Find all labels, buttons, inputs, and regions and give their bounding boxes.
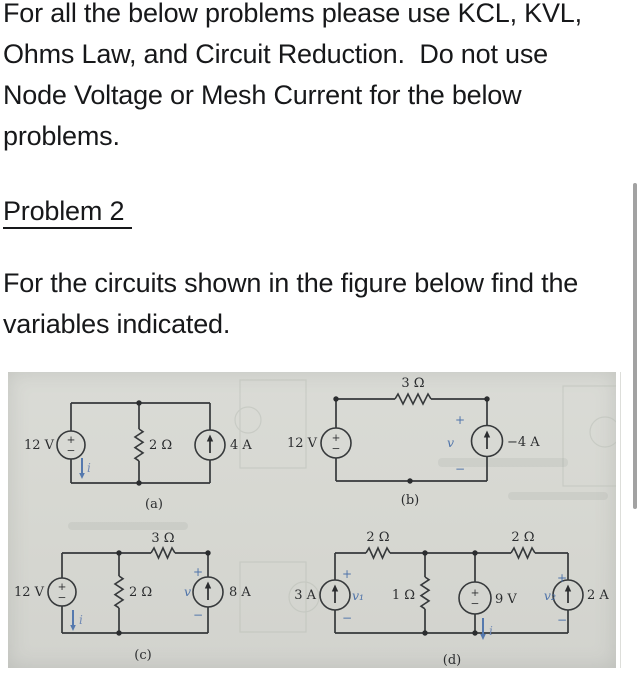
circuit-a-caption: (a) — [145, 497, 163, 512]
current-i-label: i — [79, 613, 83, 627]
vs-minus-sign: − — [470, 598, 480, 610]
resistor-label: 3 Ω — [401, 376, 425, 391]
circuit-b — [287, 376, 540, 508]
resistor-3ohm — [395, 394, 431, 404]
resistor-middle-label: 1 Ω — [391, 588, 415, 603]
v2-label: v₂ — [543, 588, 556, 603]
circuit-c-caption: (c) — [134, 648, 152, 663]
node-dot — [484, 396, 489, 401]
intro-line-2: Ohms Law, and Circuit Reduction. Do not use — [3, 39, 548, 69]
resistor-right-label: 2 Ω — [511, 530, 535, 545]
current-i-label: i — [87, 461, 91, 475]
resistor-2ohm — [135, 429, 143, 461]
task-line-2: variables indicated. — [3, 309, 231, 339]
intro-line-4: problems. — [3, 121, 120, 151]
current-source-left-label: 3 A — [294, 588, 316, 603]
vs-minus-sign: − — [57, 592, 67, 604]
circuits-figure-svg — [8, 372, 616, 668]
voltage-source-label: 9 V — [495, 592, 517, 607]
vs-minus-sign: − — [331, 443, 341, 455]
resistor-middle-1ohm — [421, 577, 429, 609]
v1-minus-sign: − — [341, 611, 353, 625]
node-dot — [136, 480, 141, 485]
node-dot — [333, 396, 338, 401]
current-source-arrowhead — [205, 582, 211, 589]
current-i-arrowhead — [70, 625, 76, 631]
current-source-left-arrowhead — [332, 585, 338, 592]
node-dot — [422, 630, 427, 635]
vs-plus-sign: + — [331, 432, 341, 444]
v-plus-sign: + — [192, 565, 204, 579]
current-source-arrowhead — [484, 431, 490, 438]
current-source-label: 4 A — [230, 438, 252, 453]
current-source-label: −4 A — [507, 435, 540, 450]
resistor-2ohm — [115, 576, 123, 608]
node-dot — [407, 478, 412, 483]
v-minus-sign: − — [454, 462, 466, 476]
problem-figure — [8, 372, 616, 668]
circuit-b-caption: (b) — [400, 493, 420, 508]
voltage-source-label: 12 V — [286, 436, 317, 451]
v-label: v — [183, 584, 191, 599]
node-dot — [116, 550, 121, 555]
resistor-left-2ohm — [366, 548, 390, 558]
resistor-3ohm — [151, 548, 175, 558]
intro-line-3: Node Voltage or Mesh Current for the below — [3, 80, 522, 110]
circuit-a — [24, 400, 252, 512]
bleed-through-ghosts — [235, 380, 616, 632]
problem-heading: Problem 2 — [3, 196, 132, 229]
current-source-arrowhead — [207, 435, 213, 442]
vs-plus-sign: + — [66, 434, 76, 446]
resistor-series-label: 3 Ω — [151, 531, 175, 546]
v1-label: v₁ — [352, 588, 365, 603]
vs-plus-sign: + — [470, 587, 480, 599]
v-plus-sign: + — [454, 413, 466, 427]
voltage-source-label: 12 V — [13, 585, 44, 600]
resistor-parallel-label: 2 Ω — [129, 585, 153, 600]
scrollbar-thumb[interactable] — [633, 183, 637, 509]
node-dot — [205, 550, 210, 555]
intro-paragraph — [3, 0, 582, 157]
voltage-source-label: 12 V — [23, 438, 54, 453]
vs-plus-sign: + — [57, 581, 67, 593]
v-minus-sign: − — [192, 608, 204, 622]
intro-line-1: For all the below problems please use KCL, KVL, — [3, 0, 582, 28]
resistor-left-label: 2 Ω — [366, 530, 390, 545]
bleed-through-smudges — [68, 458, 608, 530]
current-i-arrowhead — [79, 473, 85, 479]
circuit-c — [14, 531, 251, 663]
node-dot — [136, 400, 141, 405]
v2-minus-sign: − — [556, 613, 568, 627]
circuit-d-caption: (d) — [442, 653, 462, 668]
current-source-right-label: 2 A — [587, 588, 609, 603]
task-line-1: For the circuits shown in the figure below find the — [3, 268, 579, 298]
problem-heading-wrap — [3, 196, 132, 229]
current-i-arrowhead — [480, 634, 486, 640]
vs-minus-sign: − — [66, 445, 76, 457]
wires — [335, 553, 568, 633]
node-dot — [422, 550, 427, 555]
resistor-right-2ohm — [511, 548, 535, 558]
task-paragraph — [3, 263, 578, 345]
v-label: v — [446, 435, 454, 450]
current-i-label: i — [489, 624, 493, 638]
node-dot — [116, 630, 121, 635]
current-source-label: 8 A — [229, 585, 251, 600]
current-source-right-arrowhead — [565, 585, 571, 592]
node-dot — [472, 550, 477, 555]
figure-edge-line — [620, 372, 621, 668]
node-dot — [472, 630, 477, 635]
circuit-d — [294, 530, 609, 668]
v2-plus-sign: + — [556, 571, 568, 585]
v1-plus-sign: + — [341, 567, 353, 581]
resistor-label: 2 Ω — [149, 438, 173, 453]
